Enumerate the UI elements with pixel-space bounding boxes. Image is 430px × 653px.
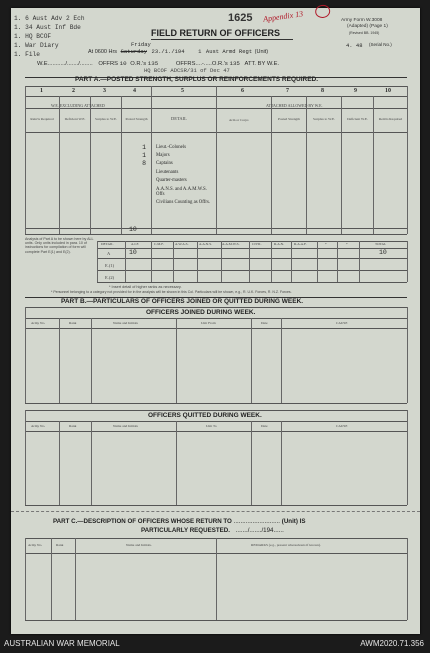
joined-col: CAUSE (336, 321, 348, 325)
part-c-date: ......./......./194...... (235, 527, 284, 534)
rule (176, 421, 177, 505)
part-c-title-line2-text: PARTICULARLY REQUESTED. (141, 527, 230, 534)
joined-col: Rank (69, 321, 77, 325)
posted-values (136, 144, 146, 169)
analysis-col: * (325, 242, 327, 246)
col-head: Rein'ts Required (30, 117, 54, 121)
rule (25, 620, 407, 621)
col-head: Deficient W.E. (347, 117, 368, 121)
addressee-line: 1. 6 Aust Adv 2 Ech (14, 15, 85, 22)
analysis-col: A.I.F. (131, 242, 139, 246)
addressee-line: 1. File (14, 51, 40, 58)
we-line (37, 60, 279, 67)
col-number: 10 (385, 88, 391, 94)
part-c-title-a: PART C.—DESCRIPTION OF OFFICERS WHOSE RETURN TO (53, 518, 232, 525)
detail-item: Captains (156, 161, 173, 167)
rule (407, 307, 408, 403)
quitted-col: CAUSE (336, 424, 348, 428)
quitted-col: Rank (69, 424, 77, 428)
part-a-title: PART A.—POSTED STRENGTH, SURPLUS OR REINFORCEMENTS REQUIRED. (75, 76, 319, 83)
analysis-total-value: 10 (379, 249, 387, 256)
detail-item: Quarter-masters (156, 177, 187, 183)
rule (25, 431, 407, 432)
unit-name: Aust Armd Regt (205, 48, 253, 55)
posted-value: 1 (142, 144, 146, 151)
rule (271, 241, 272, 282)
rule (25, 234, 407, 235)
rule (173, 241, 174, 282)
rule (359, 241, 360, 282)
army-form-line: (Revised BB. 1945) (349, 31, 380, 35)
joined-col: Name and Initials (113, 321, 138, 325)
analysis-row-label: E.(1) (105, 263, 115, 268)
part-b-title: PART B.—PARTICULARS OF OFFICERS JOINED OR QUITTED DURING WEEK. (61, 298, 304, 305)
authority-reference: HQ BCOF ADCSR/31 of Dec 47 (144, 67, 230, 74)
col-number: 6 (241, 88, 244, 94)
rule (25, 318, 407, 319)
col-head: Surplus to W.E. (313, 117, 335, 121)
or-label: O.R.'s (130, 61, 147, 67)
analysis-aif-value: 10 (129, 249, 137, 256)
col-head: Posted Strength (277, 117, 301, 121)
detail-item: A.A.N.S. and A.A.M.W.S. Offs (156, 187, 207, 198)
rule (25, 328, 407, 329)
at-time-label: At 0600 Hrs (88, 49, 118, 55)
form-title: FIELD RETURN OF OFFICERS (151, 28, 280, 38)
quitted-col: Army No. (31, 424, 46, 428)
quitted-col: Date (261, 424, 268, 428)
rule (151, 86, 152, 234)
rule (97, 258, 407, 259)
footer-right: AWM2020.71.356 (360, 639, 424, 648)
analysis-col: TOTAL (375, 242, 387, 246)
part-c-col: Name and Initials. (126, 543, 152, 547)
header-line (88, 41, 269, 55)
analysis-col: A.A.N.S. (199, 242, 213, 246)
col-head: Rein'ts Required (378, 117, 403, 121)
weekday-value: Friday (131, 41, 151, 48)
offrs-value: 10 (119, 60, 127, 67)
attached-label: ATTACHED ALLOWED BY W.E. (266, 103, 323, 108)
col-number: 4 (133, 88, 136, 94)
perforation-line (11, 511, 420, 512)
col-head: DETAIL (171, 116, 187, 121)
we-excluding-label: W.E. EXCLUDING ATTACHED (51, 103, 105, 108)
addressee-line: 1. 34 Aust Inf Bde (14, 24, 81, 31)
analysis-col: R.A.A.F. (294, 242, 307, 246)
rule (91, 318, 92, 403)
rule (25, 403, 407, 404)
part-c-col: Rank (56, 543, 64, 547)
form-number: 1625 (228, 12, 253, 24)
or-value: 135 (147, 60, 159, 67)
rule (341, 96, 342, 234)
footnote: * Personnel belonging to a category not provided for in the analysis will be shown in this Col. Particulars will be shown, e.g., R. U.K. Forces, R. N.Z. Forces. (51, 290, 292, 294)
rule (75, 538, 76, 620)
posted-value: 8 (142, 160, 146, 168)
detail-item: Lieutenants (156, 169, 179, 175)
rule (251, 318, 252, 403)
rule (121, 96, 122, 234)
rule (337, 241, 338, 282)
col-head: Posted Strength (125, 117, 148, 121)
col-head: Arm or Corps (229, 118, 249, 122)
rule (97, 248, 407, 249)
analysis-col: * (346, 242, 348, 246)
detail-item: Majors (156, 153, 170, 159)
joined-col: Date (261, 321, 268, 325)
rule (97, 241, 98, 282)
rule (221, 241, 222, 282)
detail-list (156, 144, 212, 205)
rule (197, 241, 198, 282)
rule (281, 421, 282, 505)
serial-label: (Serial No.) (369, 42, 392, 47)
rule (25, 421, 407, 422)
analysis-row-label: A (107, 251, 111, 256)
rule (176, 318, 177, 403)
circle-mark-icon (314, 3, 332, 19)
part-c-title-line1 (53, 518, 305, 525)
analysis-row-label: E.(2) (105, 275, 115, 280)
handwritten-appendix-mark (263, 9, 304, 24)
att-label: ATT. BY W.E. (244, 61, 280, 67)
col-number: 7 (286, 88, 289, 94)
col-number: 8 (321, 88, 324, 94)
rule (407, 538, 408, 620)
date-value: 23./1./194 (151, 48, 185, 55)
rule (25, 307, 26, 403)
rule (281, 318, 282, 403)
quitted-col: Unit To (206, 424, 217, 428)
offrs-label: OFFRS (98, 61, 119, 67)
rule (407, 241, 408, 282)
rule (125, 241, 126, 282)
analysis-col: CIVIL (252, 242, 262, 246)
document-page (11, 8, 420, 634)
analysis-col: A.W.A.S. (175, 242, 189, 246)
detail-item: Lieut.-Colonels (156, 145, 186, 150)
rule (97, 282, 407, 283)
part-c-title-dots: ........................... (233, 518, 281, 525)
rule (51, 538, 52, 620)
rule (251, 421, 252, 505)
rule (25, 410, 26, 505)
rule (271, 96, 272, 234)
part-c-title-b: (Unit) IS (281, 518, 306, 525)
col-number: 3 (103, 88, 106, 94)
analysis-col: C.M.F. (154, 242, 164, 246)
rule (317, 241, 318, 282)
joined-col: Army No. (31, 321, 46, 325)
title-underline (151, 39, 293, 40)
rule (91, 421, 92, 505)
col-number: 9 (354, 88, 357, 94)
rule (90, 96, 91, 234)
rule (291, 241, 292, 282)
rule (407, 86, 408, 234)
rule (249, 241, 250, 282)
rule (306, 96, 307, 234)
rule (151, 241, 152, 282)
joined-title: OFFICERS JOINED DURING WEEK. (146, 309, 256, 316)
rule (25, 538, 26, 620)
part-c-title-line2 (141, 527, 284, 534)
col-number: 2 (72, 88, 75, 94)
unit-label: (Unit) (254, 49, 269, 55)
rule (59, 318, 60, 403)
detail-item: Civilians Counting as Offrs. (156, 200, 211, 206)
rule (216, 86, 217, 234)
part-c-col: Army No. (28, 543, 43, 547)
rule (25, 505, 407, 506)
handwritten-text: Appendix 13 (262, 9, 304, 24)
army-form-line: Army Form W.3008 (341, 18, 383, 23)
offrs2-label: OFFRS....-.....O.R.'s (175, 61, 228, 67)
col-head: Deficient W.E. (64, 117, 86, 121)
analysis-note: Analysis of Part A to be shown here by ALL units. Only units included in para. 10 of instructions for compilation of form will complete Part E(1) and E(2). (25, 237, 94, 254)
footer-left: AUSTRALIAN WAR MEMORIAL (4, 639, 120, 648)
analysis-col: R.A.N. (274, 242, 285, 246)
joined-col: Unit From (201, 321, 216, 325)
year-value: 4. 48 (346, 42, 363, 49)
col-head: Surplus to W.E. (95, 117, 117, 121)
addressee-line: 1. HQ BCOF (14, 33, 52, 40)
rule (216, 538, 217, 620)
army-form-line: (Adapted) (Page 1) (347, 24, 388, 29)
quitted-title: OFFICERS QUITTED DURING WEEK. (148, 412, 262, 419)
we-label: W.E.........../......./........ (37, 61, 93, 67)
quitted-col: Name and Initials (113, 424, 138, 428)
rule (25, 86, 26, 234)
col-number: 1 (40, 88, 43, 94)
rule (97, 270, 407, 271)
army-form-block (341, 18, 388, 36)
posted-value: 1 (142, 152, 146, 160)
rule (373, 96, 374, 234)
rule (59, 421, 60, 505)
addressee-line: 1. War Diary (14, 42, 59, 49)
rule (407, 410, 408, 505)
part-c-col: REMARKS (e.g., present whereabouts if known). (251, 543, 321, 547)
analysis-col: DETAIL (101, 242, 114, 246)
col-number: 5 (181, 88, 184, 94)
total-posted: 10 (129, 226, 137, 233)
rule (25, 307, 407, 308)
archive-footer (0, 636, 430, 653)
weekday-struck: Saturday (120, 48, 147, 55)
analysis-col: A.A.M.W.S. (222, 242, 240, 246)
addressee-list (14, 14, 85, 59)
or2-value: 135 (229, 60, 240, 67)
rule (25, 410, 407, 411)
rule (59, 96, 60, 234)
footnote: * Insert detail of higher ranks as necessary. (109, 285, 182, 289)
unit-prefix: 1 (198, 48, 202, 55)
